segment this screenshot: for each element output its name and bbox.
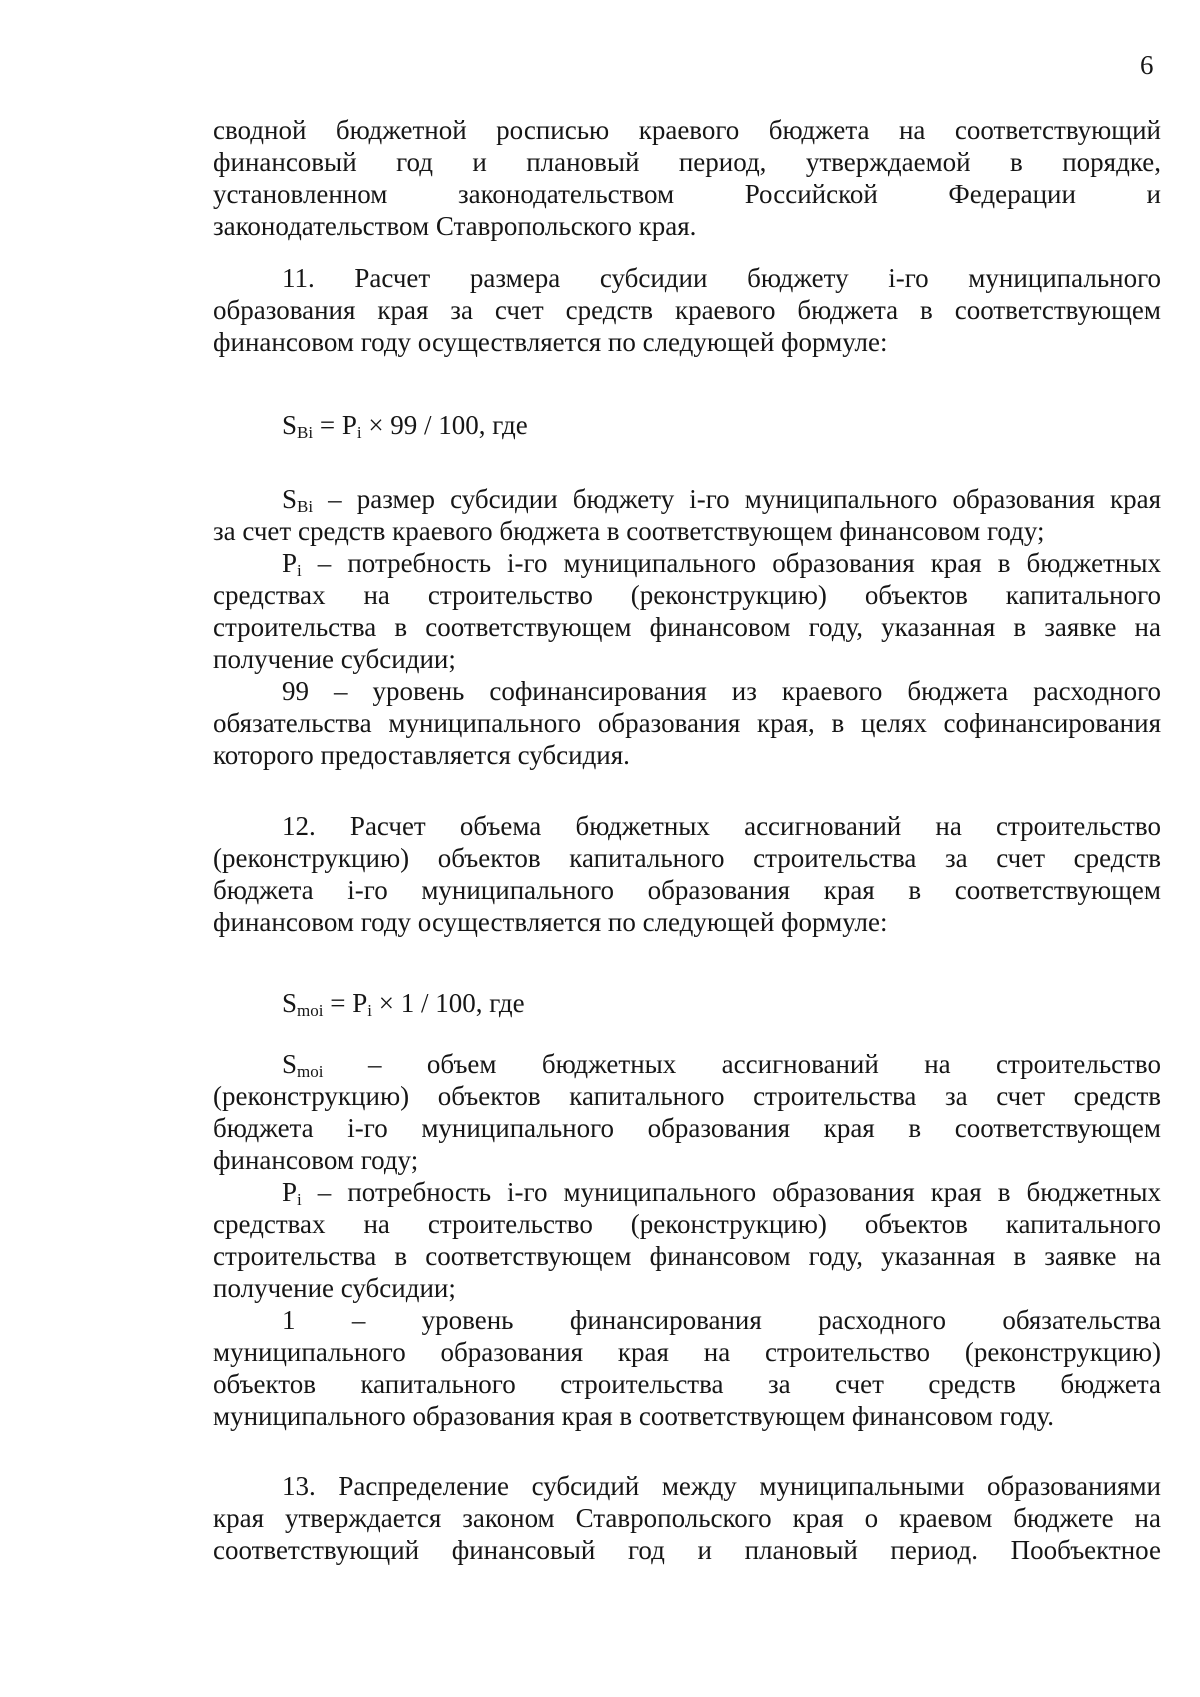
text-line: (реконструкцию) объектов капитального строительства за счет средств (213, 1081, 1161, 1111)
text-line: получение субсидии; (213, 1273, 456, 1303)
subscript: Bi (297, 423, 314, 442)
text-line: получение субсидии; (213, 644, 456, 674)
text-line: законодательством Ставропольского края. (213, 211, 697, 241)
text-line: бюджета i-го муниципального образования края в соответствующем (213, 875, 1161, 905)
symbol: S (282, 410, 298, 440)
text-line: обязательства муниципального образования края, в целях софинансирования (213, 708, 1161, 738)
text-line: муниципального образования края в соответствующем финансовом году. (213, 1401, 1055, 1431)
text: – потребность i-го муниципального образования края в бюджетных (301, 1177, 1161, 1207)
symbol: P (282, 1177, 298, 1207)
formula-text: = P (313, 410, 357, 440)
paragraph-11 (213, 262, 1161, 358)
subscript: moi (297, 1062, 324, 1081)
text-line: бюджета i-го муниципального образования края в соответствующем (213, 1113, 1161, 1143)
text: – размер субсидии бюджету i-го муниципального образования края (313, 484, 1161, 514)
subscript: i (356, 423, 362, 442)
symbol: S (282, 484, 298, 514)
formula-text: × 99 / 100, где (361, 410, 528, 440)
text-line: 99 – уровень софинансирования из краевого бюджета расходного (282, 676, 1161, 706)
text-line: финансовый год и плановый период, утверждаемой в порядке, (213, 147, 1161, 177)
paragraph-13 (213, 1470, 1161, 1566)
formula-budget-allocation (282, 987, 525, 1019)
text-line: объектов капитального строительства за счет средств бюджета (213, 1369, 1161, 1399)
symbol: S (282, 1049, 298, 1079)
text-line: строительства в соответствующем финансовом году, указанная в заявке на (213, 1241, 1161, 1271)
text-line: финансовом году осуществляется по следующей формуле: (213, 327, 888, 357)
text-line (213, 547, 1161, 579)
text-line: муниципального образования края на строительство (реконструкцию) (213, 1337, 1161, 1367)
subscript: i (297, 1190, 302, 1209)
symbol: P (282, 548, 298, 578)
formula-text: × 1 / 100, где (371, 988, 525, 1018)
text-line: соответствующий финансовый год и плановый период. Пообъектное (213, 1535, 1161, 1565)
text-line: установленном законодательством Российской Федерации и (213, 179, 1161, 209)
text-line: края утверждается законом Ставропольского края о краевом бюджете на (213, 1503, 1161, 1533)
formula-2-definitions (213, 1048, 1161, 1432)
text: – объем бюджетных ассигнований на строительство (368, 1049, 1161, 1079)
subscript: i (367, 1001, 372, 1020)
text-line: 12. Расчет объема бюджетных ассигнований на строительство (282, 811, 1161, 841)
text-line: средствах на строительство (реконструкцию) объектов капитального (213, 580, 1161, 610)
formula-subsidy (282, 409, 528, 441)
text-line: финансовом году; (213, 1145, 419, 1175)
text-line (213, 1048, 1161, 1080)
text-line (213, 1176, 1161, 1208)
text-line (213, 483, 1161, 515)
text: – потребность i-го муниципального образования края в бюджетных (301, 548, 1161, 578)
paragraph-10-continuation (213, 114, 1161, 242)
paragraph-12 (213, 810, 1161, 938)
subscript: i (297, 561, 302, 580)
symbol: S (282, 988, 298, 1018)
subscript: moi (297, 1001, 324, 1020)
text-line: средствах на строительство (реконструкцию) объектов капитального (213, 1209, 1161, 1239)
text-line: за счет средств краевого бюджета в соответствующем финансовом году; (213, 516, 1045, 546)
text-line: которого предоставляется субсидия. (213, 740, 630, 770)
text-line: образования края за счет средств краевого бюджета в соответствующем (213, 295, 1161, 325)
formula-1-definitions (213, 483, 1161, 771)
text-line: строительства в соответствующем финансовом году, указанная в заявке на (213, 612, 1161, 642)
text-line: (реконструкцию) объектов капитального строительства за счет средств (213, 843, 1161, 873)
text-line: 11. Расчет размера субсидии бюджету i-го муниципального (282, 263, 1161, 293)
text-line: финансовом году осуществляется по следующей формуле: (213, 907, 888, 937)
page-number: 6 (1140, 50, 1154, 80)
formula-text: = P (323, 988, 368, 1018)
text-line: 13. Распределение субсидий между муниципальными образованиями (282, 1471, 1161, 1501)
text-line: сводной бюджетной росписью краевого бюджета на соответствующий (213, 115, 1161, 145)
text-line: 1 – уровень финансирования расходного обязательства (282, 1305, 1161, 1335)
subscript: Bi (297, 497, 314, 516)
